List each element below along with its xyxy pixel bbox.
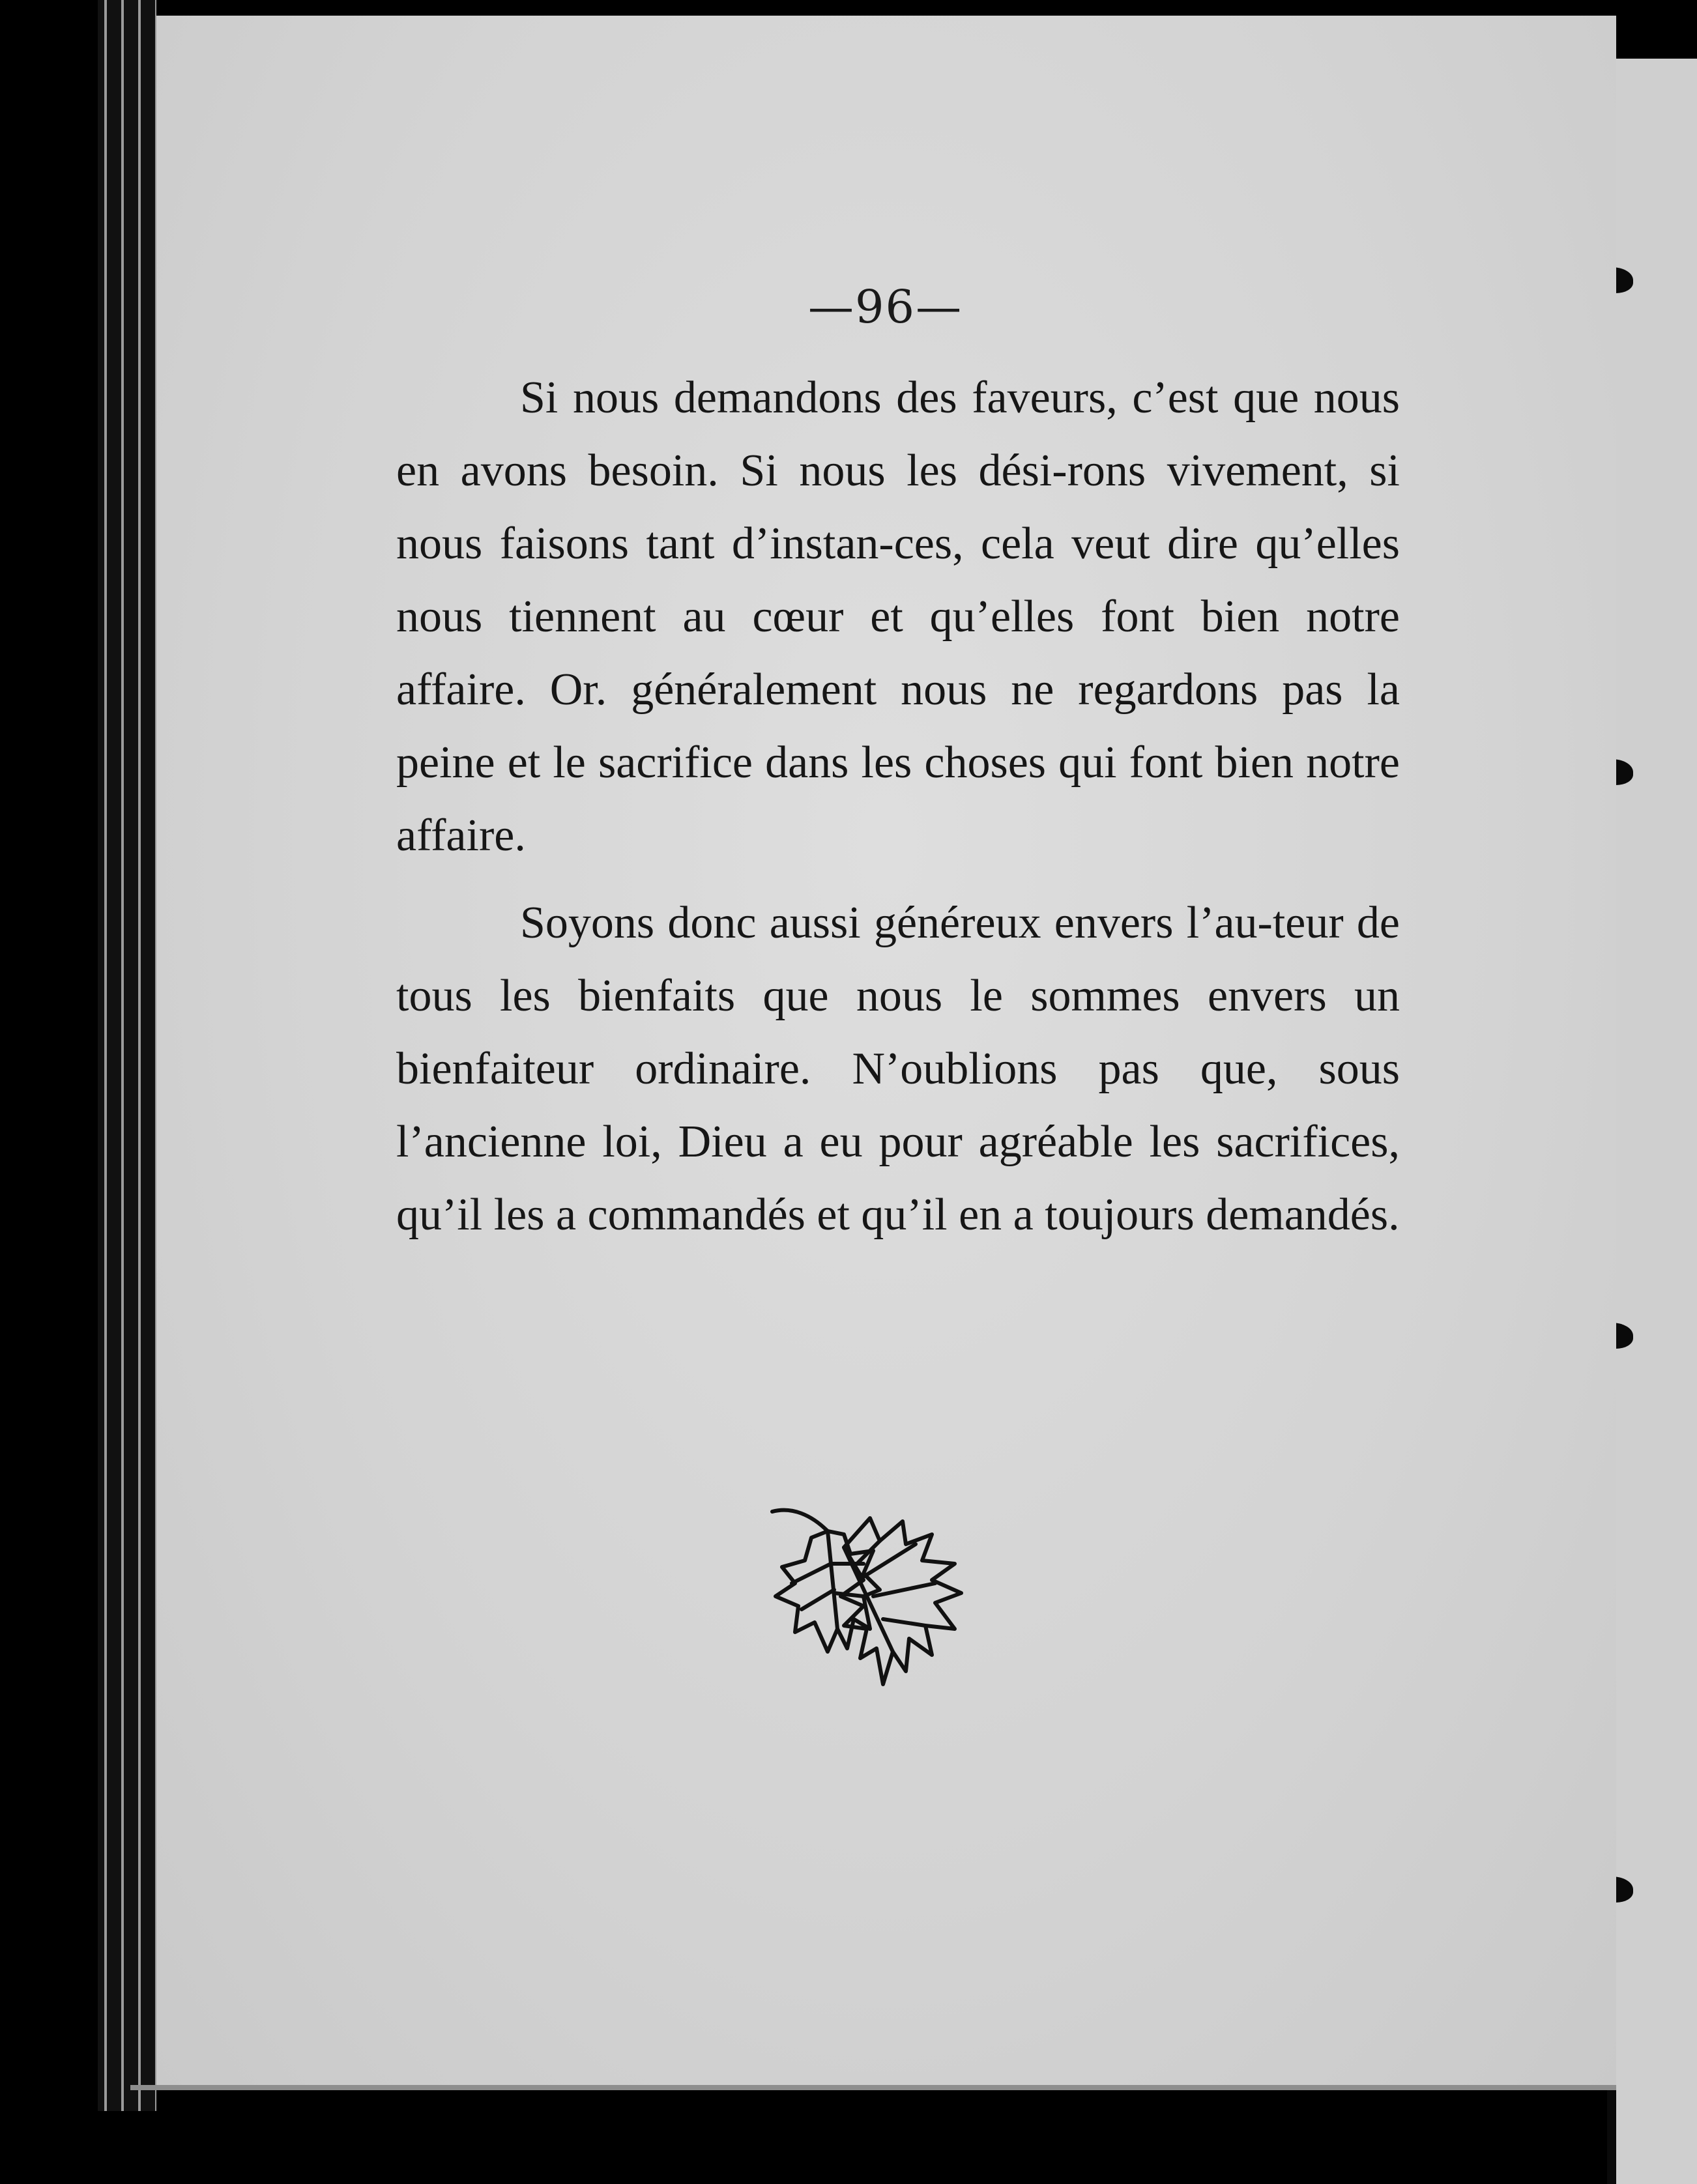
facing-page-edge <box>1616 59 1697 2184</box>
paragraph: Si nous demandons des faveurs, c’est que nous en avons besoin. Si nous les dési-rons vivement, si nous faisons tant d’instan-ces, cela veut dire qu’elles nous tiennent au cœur et qu’elles font bien notre affaire. Or. généralement nous ne regardons pas la peine et le sacrifice dans les choses qui font bien notre affaire. <box>396 373 1400 861</box>
page-number: —96— <box>808 280 963 334</box>
page-bottom-edge <box>130 2085 1616 2090</box>
maple-leaf-icon <box>766 1499 987 1707</box>
paragraph: Soyons donc aussi généreux envers l’au-teur de tous les bienfaits que nous le sommes envers un bienfaiteur ordinaire. N’oublions pas que, sous l’ancienne loi, Dieu a eu pour agréable les sacrifices, qu’il les a commandés et qu’il en a toujours demandés. <box>396 898 1400 1240</box>
book-page-edges <box>98 0 156 2111</box>
body-text <box>396 362 1400 1266</box>
